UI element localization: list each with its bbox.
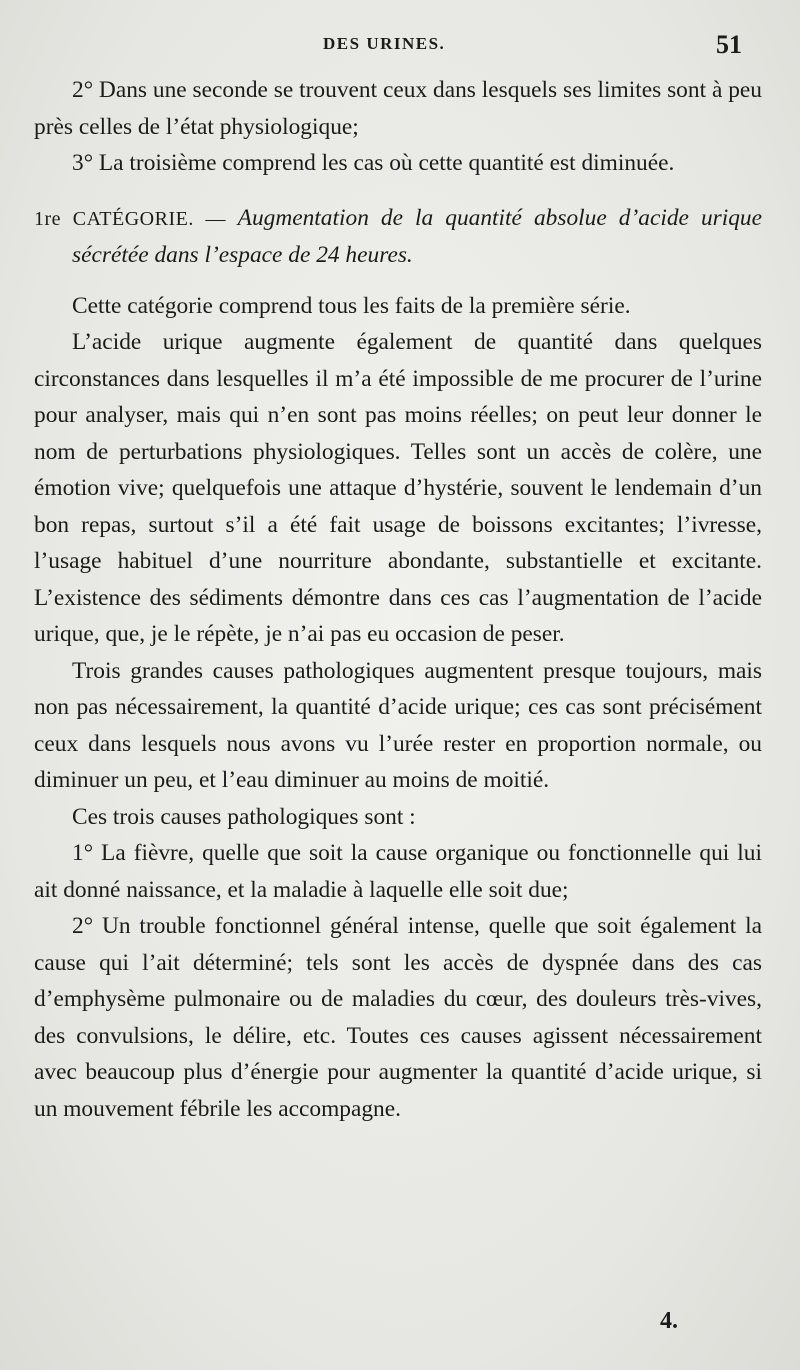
paragraph: 3° La troisième comprend les cas où cette quantité est diminuée. xyxy=(72,150,675,176)
paragraph: Cette catégorie comprend tous les faits de la première série. xyxy=(72,292,631,319)
paragraph: 2° Un trouble fonctionnel général intense, quelle que soit également la cause qui l’ait déterminé; tels sont les accès de dyspnée dans des cas d’emphysème pulmonaire ou de maladies du cœur, des douleurs très-vives, des convulsions, le délire, etc. Toutes ces causes agissent nécessairement avec beaucoup plus d’énergie pour augmenter la quantité d’acide urique, si un mouvement fébrile les accompagne. xyxy=(34,913,762,1122)
paragraph: 1° La fièvre, quelle que soit la cause organique ou fonctionnelle qui lui ait donné naissance, et la maladie à laquelle elle soit due; xyxy=(34,840,762,903)
paragraph: Trois grandes causes pathologiques augmentent presque toujours, mais non pas nécessairement, la quantité d’acide urique; ces cas sont précisément ceux dans lesquels nous avons vu l’urée rester en proportion normale, ou diminuer un peu, et l’eau diminuer au moins de moitié. xyxy=(34,657,762,793)
paragraph: Ces trois causes pathologiques sont : xyxy=(72,803,416,830)
body-text xyxy=(34,72,762,1127)
page-header xyxy=(0,26,800,66)
category-heading xyxy=(34,200,762,274)
category-label: 1re CATÉGORIE. — xyxy=(34,207,227,230)
paragraph: 2° Dans une seconde se trouvent ceux dans lesquels ses limites sont à peu près celles de l’état physiologique; xyxy=(34,77,762,140)
category-title: Augmentation de la quantité absolue d’acide urique sécrétée dans l’espace de 24 heures. xyxy=(72,204,763,268)
page-number: 51 xyxy=(716,30,742,59)
paragraph: L’acide urique augmente également de quantité dans quelques circonstances dans lesquelles il m’a été impossible de me procurer de l’urine pour analyser, mais qui n’en sont pas moins réelles; on peut leur donner le nom de perturbations physiologiques. Telles sont un accès de colère, une émotion vive; quelquefois une attaque d’hystérie, souvent le lendemain d’un bon repas, surtout s’il a été fait usage de boissons excitantes; l’ivresse, l’usage habituel d’une nourriture abondante, substantielle et excitante. L’existence des sédiments démontre dans ces cas l’augmentation de l’acide urique, que, je le répète, je n’ai pas eu occasion de peser. xyxy=(34,329,762,647)
running-title: DES URINES. xyxy=(323,34,446,53)
signature-mark: 4. xyxy=(660,1308,678,1334)
